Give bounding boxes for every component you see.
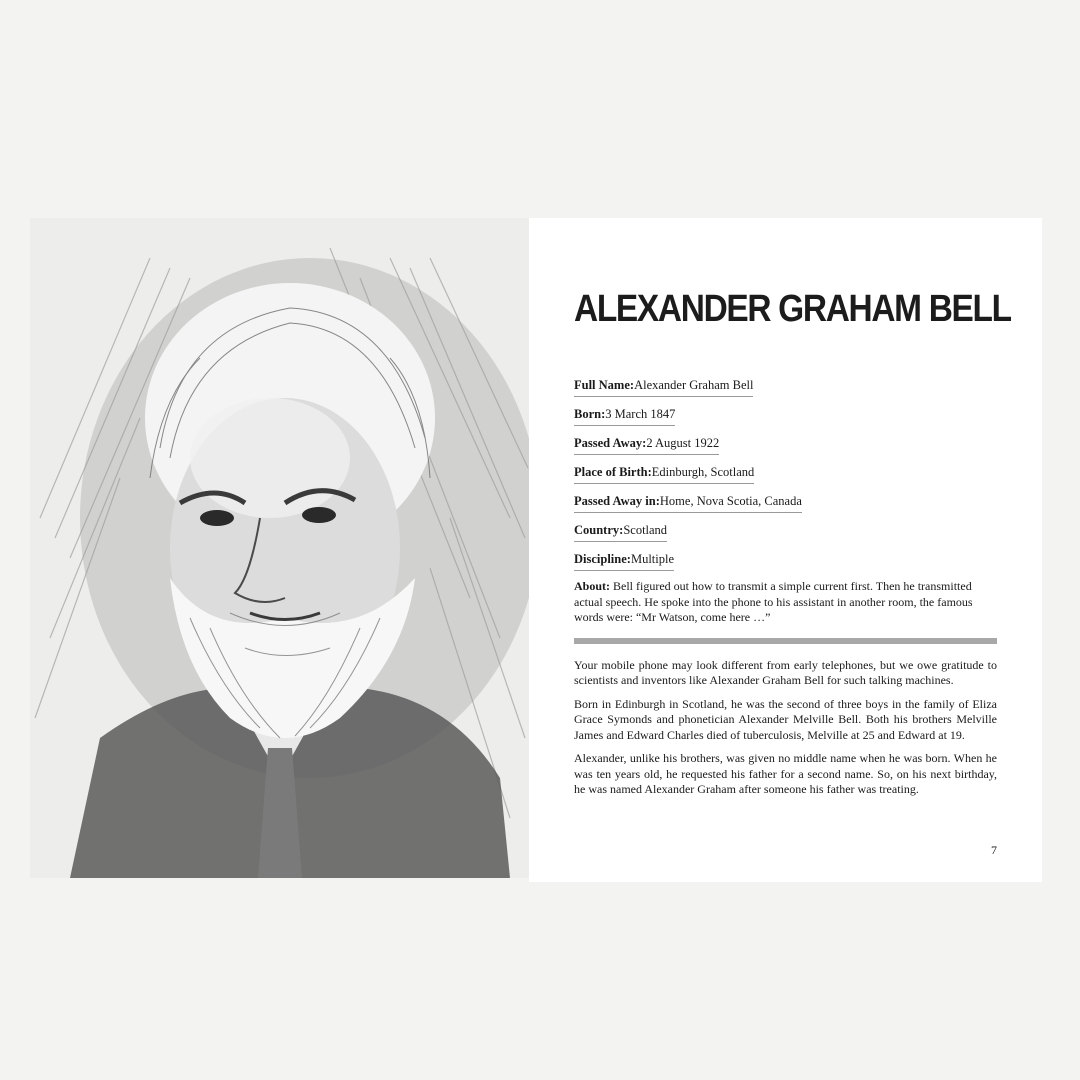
fact-discipline bbox=[574, 550, 674, 571]
body-paragraph: Your mobile phone may look different from early telephones, but we owe gratitude to scientists and inventors like Alexander Graham Bell for such talking machines. bbox=[574, 657, 997, 687]
fact-value: Alexander Graham Bell bbox=[634, 378, 754, 392]
fact-country bbox=[574, 521, 667, 542]
fact-label: Discipline: bbox=[574, 552, 631, 566]
portrait-sketch bbox=[30, 218, 529, 878]
text-page bbox=[529, 218, 1042, 882]
section-divider bbox=[574, 638, 997, 644]
portrait-page bbox=[30, 218, 529, 878]
fact-label: Place of Birth: bbox=[574, 465, 652, 479]
fact-value: 3 March 1847 bbox=[605, 407, 676, 421]
page-title: ALEXANDER GRAHAM BELL bbox=[574, 288, 1011, 330]
fact-passed-away-in bbox=[574, 492, 802, 513]
fact-label: Country: bbox=[574, 523, 624, 537]
fact-value: Edinburgh, Scotland bbox=[651, 465, 755, 479]
fact-value: Home, Nova Scotia, Canada bbox=[659, 494, 802, 508]
fact-passed-away bbox=[574, 434, 719, 455]
fact-label: Full Name: bbox=[574, 378, 635, 392]
fact-label: Passed Away in: bbox=[574, 494, 660, 508]
fact-value: Scotland bbox=[623, 523, 668, 537]
body-paragraph: Alexander, unlike his brothers, was given no middle name when he was born. When he was ten years old, he requested his father for a second name. So, on his next birthday, he was named Alexander Graham after someone his father was treating. bbox=[574, 751, 997, 796]
fact-born bbox=[574, 405, 675, 426]
page-number: 7 bbox=[991, 843, 997, 857]
fact-place-of-birth bbox=[574, 463, 754, 484]
body-paragraph: Born in Edinburgh in Scotland, he was the second of three boys in the family of Eliza Grace Symonds and phonetician Alexander Melville Bell. Both his brothers Melville James and Edward Charles died of tuberculosis, Melville at 25 and Edward at 19. bbox=[574, 696, 997, 742]
fact-value: Multiple bbox=[630, 552, 675, 566]
fact-value: 2 August 1922 bbox=[646, 436, 720, 450]
fact-label: Passed Away: bbox=[574, 436, 647, 450]
fact-list bbox=[574, 376, 997, 806]
about-label: About: bbox=[574, 579, 611, 593]
book-spread bbox=[30, 218, 1042, 882]
about-text bbox=[574, 579, 997, 626]
fact-full-name bbox=[574, 376, 753, 397]
fact-label: Born: bbox=[574, 407, 606, 421]
about-body: Bell figured out how to transmit a simple current first. Then he transmitted actual speech. He spoke into the phone to his assistant in another room, the famous words were: “Mr Watson, come here …” bbox=[574, 579, 973, 624]
